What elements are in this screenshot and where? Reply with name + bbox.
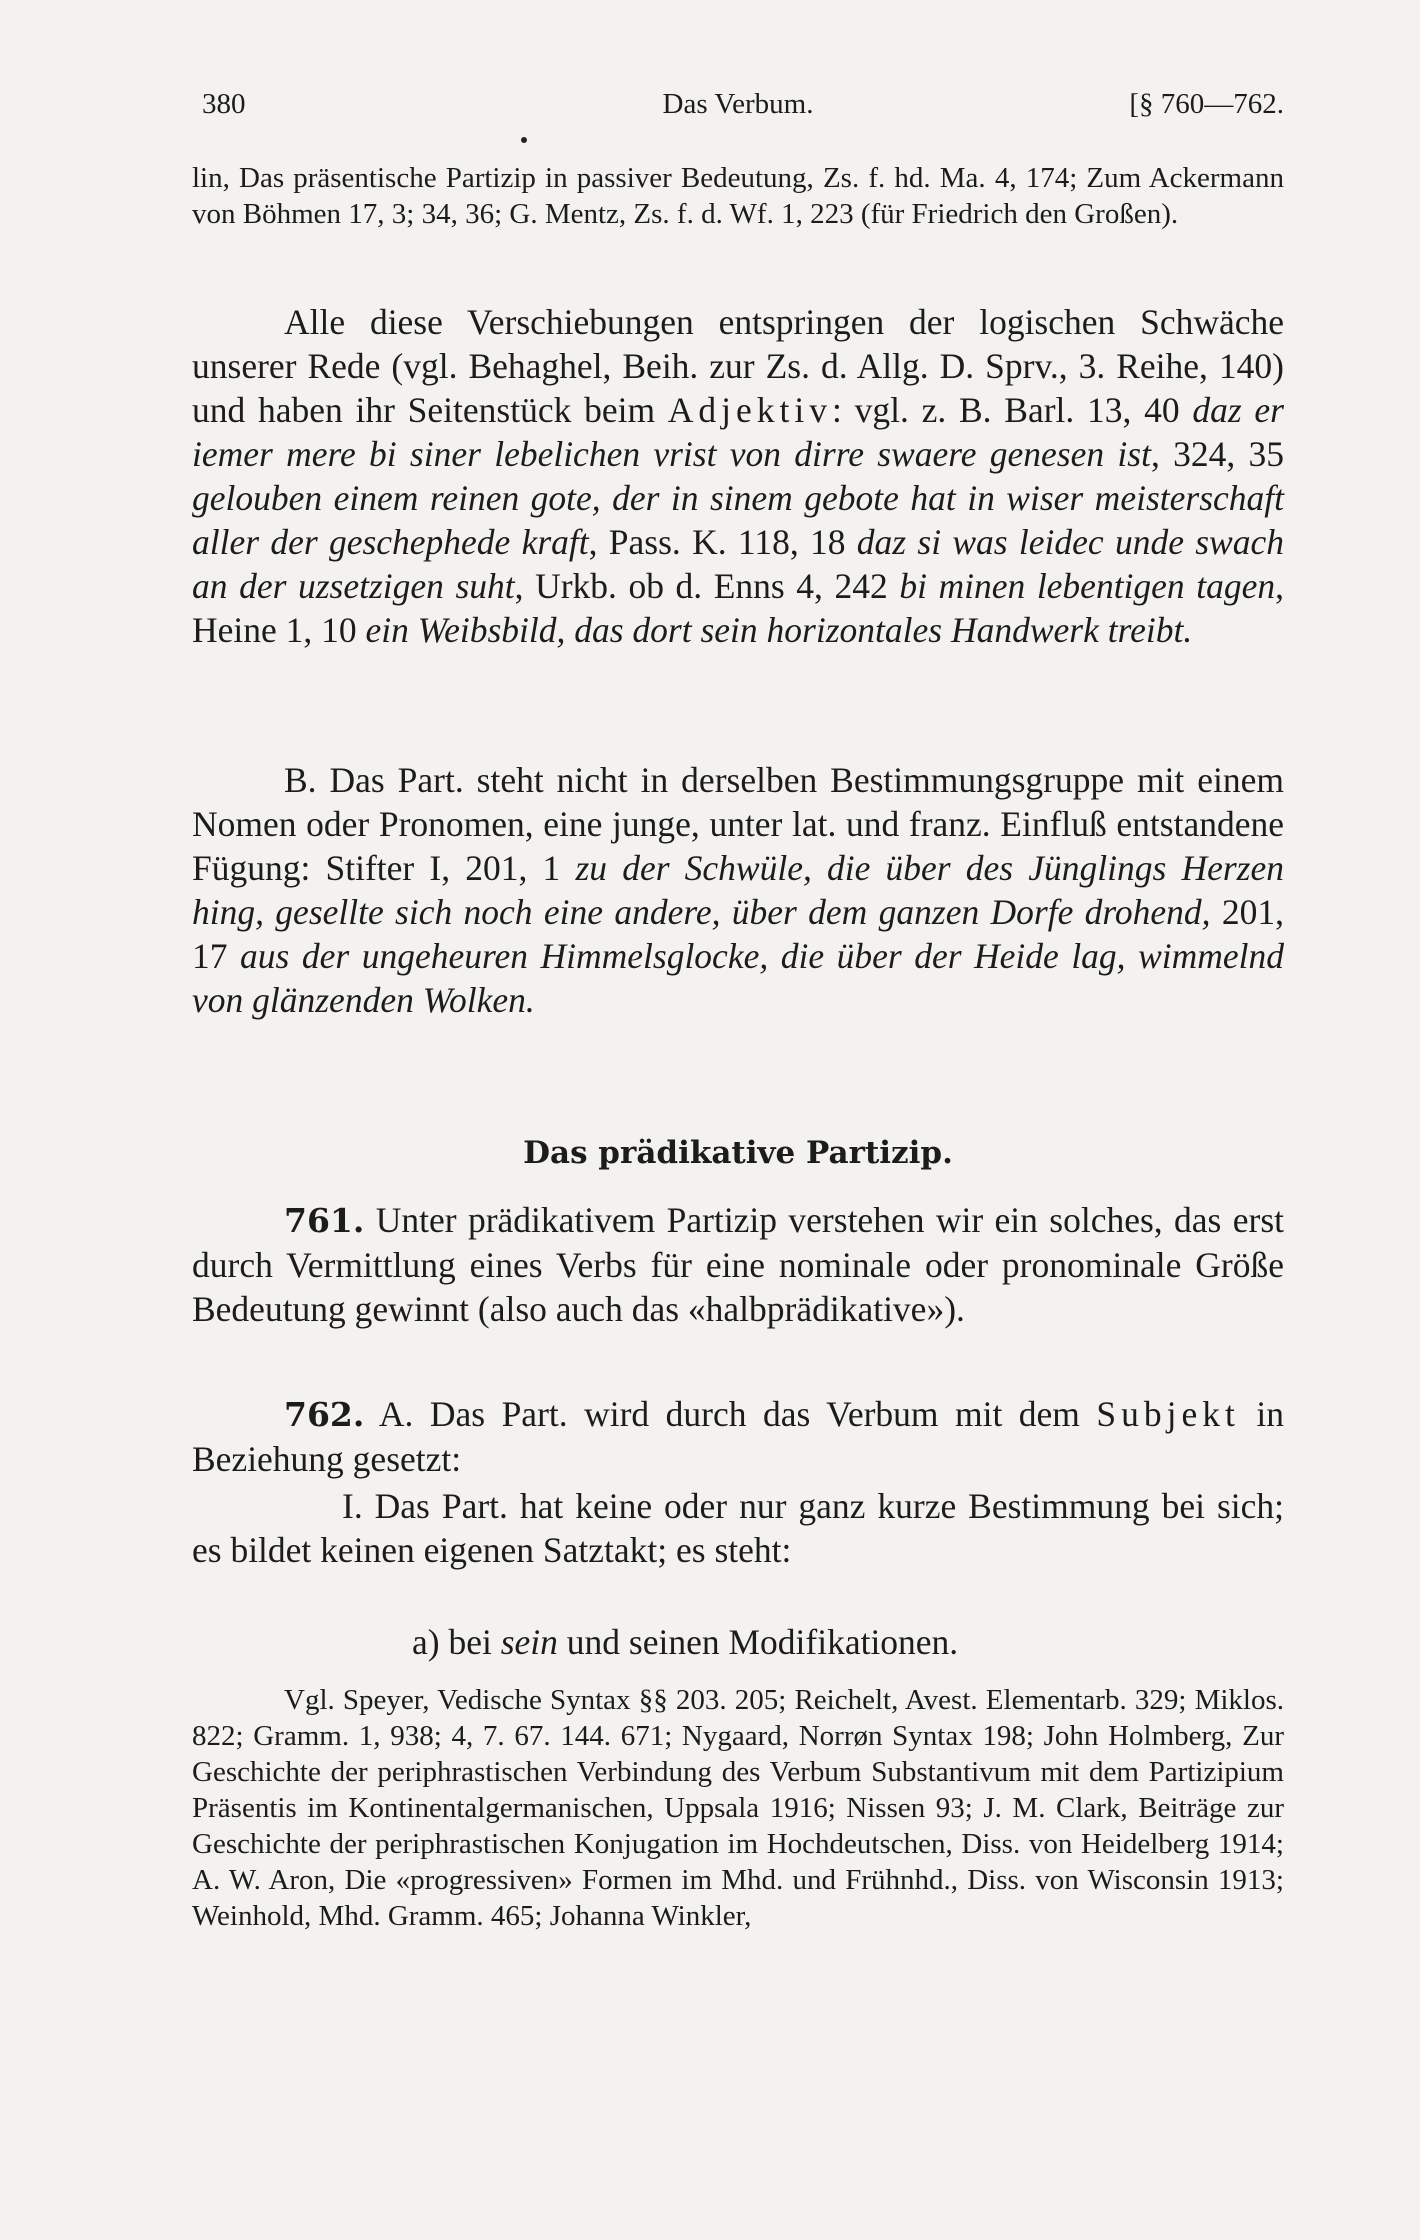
quote-italic: daz er iemer mere bi siner lebelichen vrist von dirre swaere genesen ist <box>192 390 1285 474</box>
references-note <box>192 1682 1284 1934</box>
section-number: 761. <box>284 1201 365 1240</box>
quote-italic: daz si was leidec unde swach an der uzsetzigen suht <box>192 522 1284 606</box>
paragraph-b <box>192 758 1284 1022</box>
paragraph-762 <box>192 1392 1284 1481</box>
text-run: A. Das Part. wird durch das Verbum mit dem <box>364 1394 1097 1434</box>
text-run: : vgl. z. B. Barl. 13, 40 <box>832 390 1193 430</box>
section-heading: Das prädikative Partizip. <box>523 1135 953 1171</box>
text-run: B. Das Part. steht nicht in derselben Bestimmungsgruppe mit einem Nomen oder Pronomen, eine junge, unter lat. und franz. Einfluß entstandene Fügung: Stifter I, 201, 1 <box>192 760 1284 888</box>
spaced-term: Subjekt <box>1096 1394 1240 1434</box>
running-title: Das Verbum. <box>662 88 814 120</box>
quote-italic: ein Weibsbild, das dort sein horizontales Handwerk treibt. <box>365 610 1193 650</box>
paragraph-text <box>412 1620 1284 1664</box>
text-run: a) bei <box>412 1622 501 1662</box>
text-run: , Heine 1, 10 <box>192 566 1284 650</box>
running-header <box>192 88 1284 130</box>
paragraph-text <box>192 758 1284 1022</box>
paragraph-text <box>192 1392 1284 1481</box>
paragraph-a <box>192 1620 1284 1664</box>
text-run: Alle diese Verschiebungen entspringen der logischen Schwäche unserer Rede (vgl. Behaghel, Beih. zur Zs. d. Allg. D. Sprv., 3. Reihe, 140) und haben ihr Seitenstück beim <box>192 302 1284 430</box>
paragraph-text: I. Das Part. hat keine oder nur ganz kurze Bestimmung bei sich; es bildet keinen eigenen Satztakt; es steht: <box>192 1486 1284 1570</box>
quote-italic: zu der Schwüle, die über des Jünglings Herzen hing, gesellte sich noch eine andere, über dem ganzen Dorfe drohend, <box>192 848 1284 932</box>
print-dot <box>521 137 527 143</box>
continued-footnote <box>192 160 1284 232</box>
footnote-text: lin, Das präsentische Partizip in passiver Bedeutung, Zs. f. hd. Ma. 4, 174; Zum Ackermann von Böhmen 17, 3; 34, 36; G. Mentz, Zs. f. d. Wf. 1, 223 (für Friedrich den Großen). <box>192 162 1284 230</box>
references-text: Vgl. Speyer, Vedische Syntax §§ 203. 205; Reichelt, Avest. Elementarb. 329; Miklos. 822; Gramm. 1, 938; 4, 7. 67. 144. 671; Nygaard, Norrøn Syntax 198; John Holmberg, Zur Geschichte der periphrastischen Verbindung des Verbum Substantivum mit dem Partizipium Präsentis im Kontinentalgermanischen, Uppsala 1916; Nissen 93; J. M. Clark, Beiträge zur Geschichte der periphrastischen Konjugation im Hochdeutschen, Diss. von Heidelberg 1914; A. W. Aron, Die «progressiven» Formen im Mhd. und Frühnhd., Diss. von Wisconsin 1913; Weinhold, Mhd. Gramm. 465; Johanna Winkler, <box>192 1684 1284 1932</box>
term-italic: sein <box>500 1622 558 1662</box>
text-run: in Beziehung gesetzt: <box>192 1394 1284 1479</box>
paragraph-alle <box>192 300 1284 652</box>
quote-italic: aus der ungeheuren Himmelsglocke, die über der Heide lag, wimmelnd von glänzenden Wolken. <box>192 936 1285 1020</box>
text-run: und seinen Modifikationen. <box>557 1622 959 1662</box>
paragraph-text <box>192 1198 1284 1331</box>
text-run: , Pass. K. 118, 18 <box>588 522 857 562</box>
quote-italic: gelouben einem reinen gote, der in sinem gebote hat in wiser meisterschaft aller der geschephede kraft <box>192 478 1284 562</box>
spaced-term: Adjektiv <box>667 390 833 430</box>
text-run: , 324, 35 <box>1150 434 1284 474</box>
section-number: 762. <box>284 1395 365 1434</box>
paragraph-i <box>192 1484 1284 1572</box>
text-run: 201, 17 <box>192 892 1285 976</box>
paragraph-text <box>192 300 1284 652</box>
section-range: [§ 760—762. <box>1129 88 1284 120</box>
quote-italic: bi minen lebentigen tagen <box>899 566 1276 606</box>
paragraph-761 <box>192 1198 1284 1331</box>
text-run: , Urkb. ob d. Enns 4, 242 <box>514 566 900 606</box>
text-run: Unter prädikativem Partizip verstehen wir ein solches, das erst durch Vermittlung eines Verbs für eine nominale oder pronominale Größe Bedeutung gewinnt (also auch das «halbprädikative»). <box>192 1200 1284 1329</box>
page-number: 380 <box>202 88 246 120</box>
